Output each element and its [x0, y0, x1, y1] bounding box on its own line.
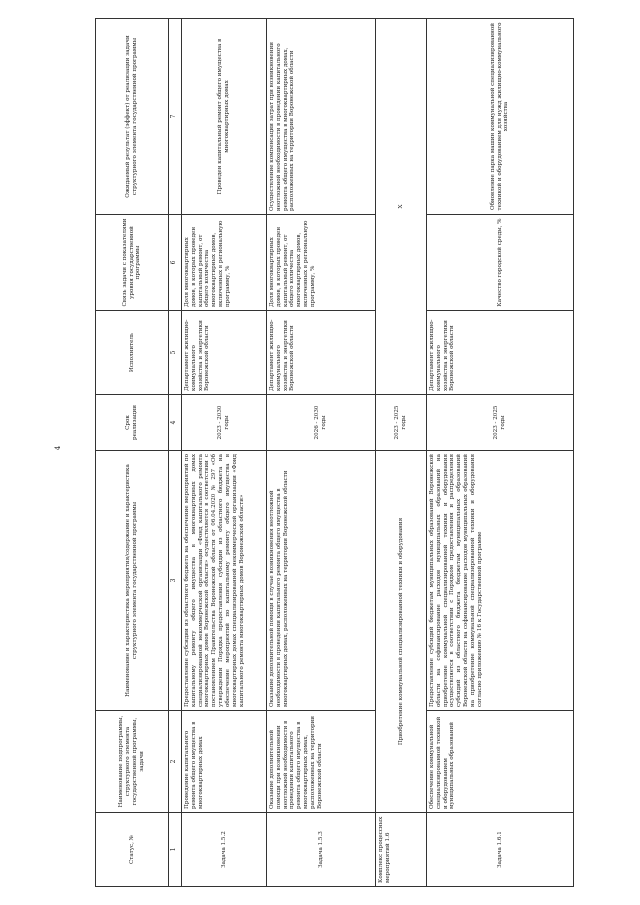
header-period: Срок реализации [96, 395, 169, 451]
header-link: Связь задачи с показателями уровня государственной программы [96, 215, 169, 311]
column-number: 4 [169, 395, 182, 451]
row-link: Доля многоквартирных домов, в которых проведен капитальный ремонт, от общего количества многоквартирных домов, включенных в региональную программу, % [267, 215, 376, 311]
row-status: Задача 1.5.3 [267, 813, 376, 887]
column-number: 1 [169, 813, 182, 887]
row-name: Оказание дополнительной помощи при возникновении неотложной необходимости в проведении капитального ремонта общего имущества в многоквартирных домах, расположенных на территории Воронежской области [267, 711, 376, 813]
row-result: Обновление парка машин коммунальной специализированной техникой и оборудованием для нужд жилищно-коммунального хозяйства [427, 19, 574, 215]
row-description: Предоставление субсидий бюджетам муниципальных образований Воронежской области на софинансирование расходов муниципальных образований на приобретение коммунальной специализированной техники и оборудования осуществляется в соответствии с Порядком предоставления и распределения субсидий из областного бюджета бюджетам муниципальных образований Воронежской области на софинансирование расходов муниципальных образований на приобретение коммунальной специализированной техники и оборудования согласно приложению № 16 к Государственной программе [427, 451, 574, 711]
row-name: Обеспечение коммунальной специализированной техникой и оборудованием муниципальных образований [427, 711, 574, 813]
row-executor: Департамент жилищно-коммунального хозяйства и энергетики Воронежской области [267, 311, 376, 395]
column-number: 7 [169, 19, 182, 215]
row-description: Предоставление субсидии из областного бюджета на обеспечение мероприятий по капитальному ремонту общего имущества в многоквартирных домах специализированной некоммерческой организации «Фонд капитального ремонта многоквартирных домов Воронежской области» осуществляется в соответствии с постановлением Правительства Воронежской области от 06.04.2020 № 297 «Об утверждении Порядка предоставления субсидии из областного бюджета на обеспечение мероприятий по капитальному ремонту общего имущества в многоквартирных домах специализированной некоммерческой организации «Фонд капитального ремонта многоквартирных домов Воронежской области» [182, 451, 267, 711]
row-merged-title: Приобретение коммунальной специализированной техники и оборудования [376, 451, 427, 813]
row-result: Проведен капитальный ремонт общего имущества в многоквартирных домах [182, 19, 267, 215]
header-description: Наименование и характеристика мероприятия/содержание и характеристика структурного элемента государственной программы [96, 451, 169, 711]
page-number: 4 [54, 445, 63, 451]
row-executor: Департамент жилищно-коммунального хозяйства и энергетики Воронежской области [427, 311, 574, 395]
row-name: Проведение капитального ремонта общего имущества в многоквартирных домах [182, 711, 267, 813]
rotated-page [95, 19, 592, 887]
column-number-row [169, 19, 182, 887]
row-status: Задача 1.5.2 [182, 813, 267, 887]
table-row [182, 19, 267, 887]
row-period: 2023 - 2030 годы [182, 395, 267, 451]
header-name: Наименование подпрограммы, структурного элемента государственной программы, задачи [96, 711, 169, 813]
row-link: Качество городской среды, % [427, 215, 574, 311]
row-executor: Департамент жилищно-коммунального хозяйства и энергетики Воронежской области [182, 311, 267, 395]
row-period: 2023 - 2025 годы [427, 395, 574, 451]
column-number: 3 [169, 451, 182, 711]
table-row [376, 19, 427, 887]
row-description: Оказание дополнительной помощи в случае возникновения неотложной необходимости в проведении капитального ремонта общего имущества в многоквартирных домах, расположенных на территории Воронежской области [267, 451, 376, 711]
row-link: X [376, 19, 427, 395]
row-period: 2023 - 2025 годы [376, 395, 427, 451]
column-number: 2 [169, 711, 182, 813]
table-row [427, 19, 574, 887]
header-status: Статус, № [96, 813, 169, 887]
measures-table [95, 18, 574, 887]
table-header-row [96, 19, 169, 887]
row-period: 2026 - 2030 годы [267, 395, 376, 451]
column-number: 5 [169, 311, 182, 395]
header-executor: Исполнитель [96, 311, 169, 395]
table-row [267, 19, 376, 887]
row-link: Доля многоквартирных домов, в которых проведен капитальный ремонт, от общего количества многоквартирных домов, включенных в региональную программу, % [182, 215, 267, 311]
row-status: Задача 1.6.1 [427, 813, 574, 887]
row-status: Комплекс процессных мероприятий 1.6 [376, 813, 427, 887]
header-result: Ожидаемый результат (эффект) от реализации задачи структурного элемента государственной программы [96, 19, 169, 215]
column-number: 6 [169, 215, 182, 311]
row-result: Осуществление компенсации затрат при возникновении неотложной необходимости в проведении капитального ремонта общего имущества в многоквартирных домах, расположенных на территории Воронежской области [267, 19, 376, 215]
